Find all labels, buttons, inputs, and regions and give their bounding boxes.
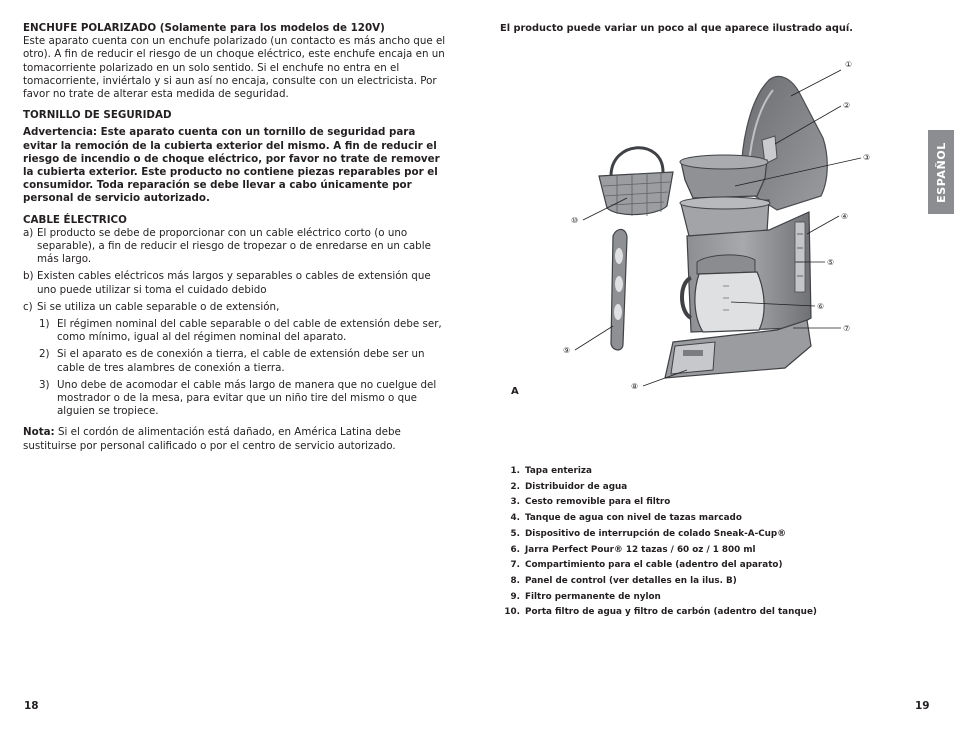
control-panel-shape xyxy=(671,342,715,374)
parts-list-item xyxy=(504,480,817,496)
parts-list xyxy=(504,464,817,621)
reservoir-rim xyxy=(680,197,770,209)
part-name: Panel de control (ver detalles en la ilus. B) xyxy=(525,575,737,586)
polarized-plug-text: Este aparato cuenta con un enchufe polarizado (un contacto es más ancho que el otro). A fin de reducir el riesgo de un choque eléctrico, este enchufe encaja en un tomacorriente polarizado en un solo sentido. Si el enchufe no entra en el tomacorriente, inviértalo y si aun así no encaja, consulte con un electricista. Por favor no trate de alterar esta medida de seguridad. xyxy=(23,35,446,101)
part-number: 10. xyxy=(504,607,520,618)
parts-list-item xyxy=(504,590,817,606)
part-number: 6. xyxy=(510,544,520,555)
part-name: Porta filtro de agua y filtro de carbón (adentro del tanque) xyxy=(525,607,817,618)
part-name: Jarra Perfect Pour® 12 tazas / 60 oz / 1 800 ml xyxy=(525,544,756,555)
parts-list-item xyxy=(504,543,817,559)
parts-list-item xyxy=(504,558,817,574)
part-number: 2. xyxy=(510,481,520,492)
cord-item-marker: a) xyxy=(23,226,34,239)
part-number: 8. xyxy=(510,575,520,586)
cord-subitem-marker: 3) xyxy=(39,378,50,391)
callout-5: ⑤ xyxy=(827,258,835,267)
language-side-tab-label: ESPAÑOL xyxy=(934,141,948,203)
polarized-plug-heading: ENCHUFE POLARIZADO (Solamente para los modelos de 120V) xyxy=(23,22,385,34)
coffeemaker-diagram xyxy=(477,0,954,420)
water-level-window xyxy=(795,222,805,292)
page-number-left: 18 xyxy=(24,700,39,712)
part-name: Tapa enteriza xyxy=(525,466,592,476)
cord-item-marker: b) xyxy=(23,270,34,283)
cord-item-text: Existen cables eléctricos más largos y separables o cables de extensión que uno puede utilizar si toma el cuidado debido xyxy=(37,270,431,296)
figure-label: A xyxy=(511,386,519,397)
carafe-lid-shape xyxy=(697,255,755,274)
callout-2: ② xyxy=(843,101,851,110)
part-name: Compartimiento para el cable (adentro del aparato) xyxy=(525,560,783,571)
part-name: Cesto removible para el filtro xyxy=(525,497,671,508)
part-name: Distribuidor de agua xyxy=(525,481,628,492)
cord-subitem-marker: 2) xyxy=(39,348,50,361)
note-paragraph xyxy=(23,426,453,452)
parts-list-item xyxy=(504,511,817,527)
callout-3: ③ xyxy=(863,153,871,162)
filter-basket-rim xyxy=(680,155,768,169)
note-text: Si el cordón de alimentación está dañado, en América Latina debe sustituirse por personal calificado o por el centro de servicio autorizado. xyxy=(23,426,401,452)
product-disclaimer: El producto puede variar un poco al que aparece ilustrado aquí. xyxy=(500,23,853,34)
cord-item-text: El producto se debe de proporcionar con un cable eléctrico corto (o uno separable), a fin de reducir el riesgo de tropezar o de enredarse en un cable más largo. xyxy=(37,226,431,266)
cord-item-text: Si se utiliza un cable separable o de extensión, xyxy=(37,300,280,313)
part-number: 4. xyxy=(510,513,520,524)
callout-6: ⑥ xyxy=(817,302,825,311)
callout-1: ① xyxy=(845,60,853,69)
part-name: Filtro permanente de nylon xyxy=(525,591,661,602)
parts-list-item xyxy=(504,527,817,543)
left-content xyxy=(23,22,453,453)
part-number: 5. xyxy=(510,528,520,539)
parts-list-item xyxy=(504,605,817,621)
cord-item-marker: c) xyxy=(23,300,33,313)
cord-item-b xyxy=(23,270,453,296)
part-name: Tanque de agua con nivel de tazas marcado xyxy=(525,513,742,524)
part-number: 9. xyxy=(510,591,520,602)
cord-subitem-text: El régimen nominal del cable separable o del cable de extensión debe ser, como mínimo, igual al del régimen nominal del aparato. xyxy=(57,318,442,344)
callout-10: ⑩ xyxy=(571,216,579,225)
parts-list-item xyxy=(504,495,817,511)
carafe-glass-shape xyxy=(695,272,764,332)
part-number: 1. xyxy=(510,466,520,476)
callout-4: ④ xyxy=(841,212,849,221)
callout-9: ⑨ xyxy=(563,346,571,355)
right-page xyxy=(477,0,954,738)
nylon-filter-handle xyxy=(611,148,663,176)
part-name: Dispositivo de interrupción de colado Sneak-A-Cup® xyxy=(525,528,787,539)
cord-subitem-1 xyxy=(23,318,453,344)
note-label: Nota: xyxy=(23,426,55,439)
cord-subitem-marker: 1) xyxy=(39,318,50,331)
callout-8: ⑧ xyxy=(631,382,639,391)
callout-7: ⑦ xyxy=(843,324,851,333)
safety-screw-warning: Advertencia: Este aparato cuenta con un tornillo de seguridad para evitar la remoción de la cubierta exterior del mismo. A fin de reducir el riesgo de incendio o de choque eléctrico, por favor no trate de remover la cubierta exterior. Este producto no contiene piezas reparables por el consumidor. Toda reparación se debe llevar a cabo únicamente por personal de servicio autorizado. xyxy=(23,126,440,205)
cord-subitem-2 xyxy=(23,348,453,374)
cord-subitem-text: Uno debe de acomodar el cable más largo de manera que no cuelgue del mostrador o de la mesa, para evitar que un niño tire del mismo o que alguien se tropiece. xyxy=(57,378,437,418)
part-number: 3. xyxy=(510,497,520,508)
nylon-filter-shape xyxy=(599,172,673,215)
cord-item-a xyxy=(23,227,453,267)
cord-subitem-3 xyxy=(23,379,453,419)
cord-subitem-text: Si el aparato es de conexión a tierra, el cable de extensión debe ser un cable de tres alambres de conexión a tierra. xyxy=(57,348,425,374)
parts-list-item xyxy=(504,464,817,480)
safety-screw-heading: TORNILLO DE SEGURIDAD xyxy=(23,109,172,122)
part-number: 7. xyxy=(510,560,520,571)
language-side-tab xyxy=(928,130,954,214)
parts-list-item xyxy=(504,574,817,590)
cord-item-c xyxy=(23,301,453,314)
page-number-right: 19 xyxy=(915,700,930,712)
electric-cord-heading: CABLE ÉLECTRICO xyxy=(23,213,127,226)
